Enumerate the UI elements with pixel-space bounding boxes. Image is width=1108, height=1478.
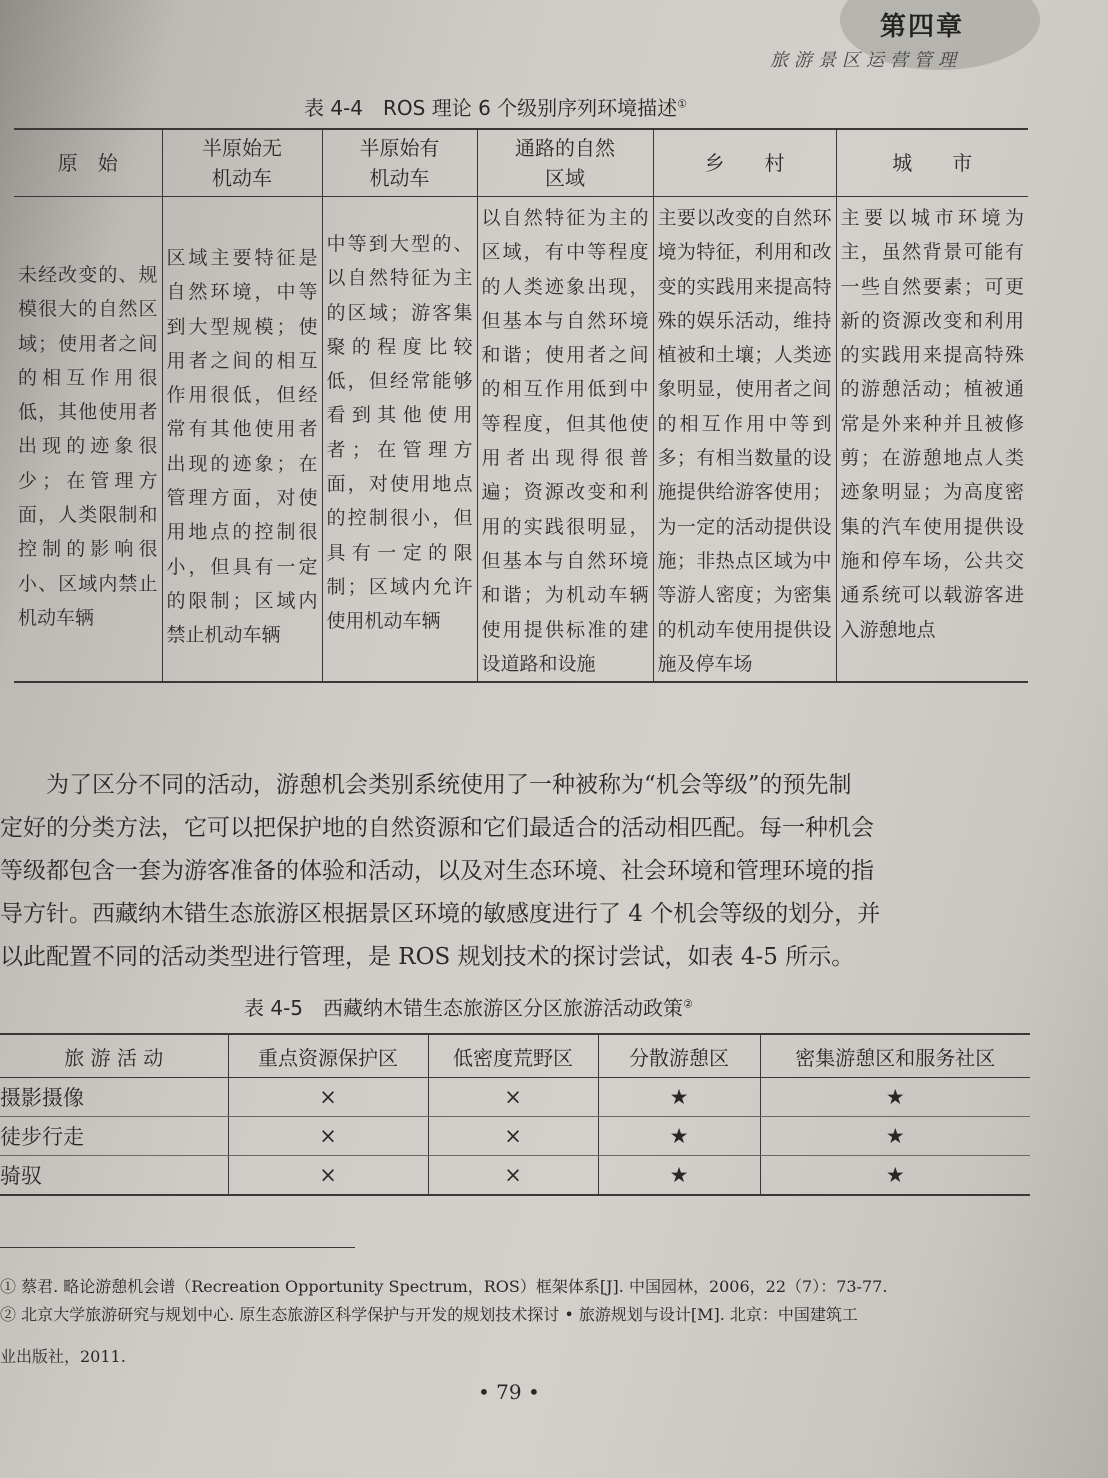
- header-rural: 乡 村: [704, 151, 785, 175]
- table1-header-cell: 半原始有 机动车: [322, 129, 477, 197]
- policy-cell: ★: [760, 1156, 1030, 1196]
- table1-header-row: [14, 129, 1028, 197]
- header-primitive: 原 始: [57, 151, 118, 175]
- table2-header-cell: 重点资源保护区: [228, 1034, 428, 1078]
- table2-header-cell: 密集游憩区和服务社区: [760, 1034, 1030, 1078]
- paragraph-line: 为了区分不同的活动，游憩机会类别系统使用了一种被称为“机会等级”的预先制: [0, 772, 852, 798]
- table1-header-cell: 半原始无 机动车: [162, 129, 322, 197]
- table2-header-cell: 分散游憩区: [598, 1034, 760, 1078]
- policy-cell: ★: [598, 1156, 760, 1196]
- table2-header-cell: 旅 游 活 动: [0, 1034, 228, 1078]
- cell-urban: 主要以城市环境为主，虽然背景可能有一些自然要素；可更新的资源改变和利用的实践用来提高特殊的游憩活动；植被通常是外来种并且被修剪；在游憩地点人类迹象明显；为高度密集的汽车使用提供设施和停车场，公共交通系统可以载游客进入游憩地点: [836, 197, 1028, 683]
- cell-semi-primitive-non-motorized: 区域主要特征是自然环境，中等到大型规模；使用者之间的相互作用很低，但经常有其他使用者出现的迹象；在管理方面，对使用地点的控制很小，但具有一定的限制；区域内禁止机动车辆: [162, 197, 322, 683]
- ros-environment-table: [14, 128, 1028, 683]
- policy-cell: ★: [598, 1117, 760, 1156]
- page-number: • 79 •: [478, 1380, 540, 1404]
- footnote-1: ① 蔡君. 略论游憩机会谱（Recreation Opportunity Spectrum，ROS）框架体系[J]. 中国园林，2006，22（7）：73-77.: [0, 1277, 888, 1296]
- table1-body-row: [14, 197, 1028, 683]
- table-row: [0, 1117, 1030, 1156]
- table-row: [0, 1078, 1030, 1117]
- table2-caption-text: 表 4-5 西藏纳木错生态旅游区分区旅游活动政策: [244, 996, 684, 1020]
- table2-header-row: [0, 1034, 1030, 1078]
- table1-caption-text: 表 4-4 ROS 理论 6 个级别序列环境描述: [304, 96, 678, 120]
- table1-header-cell: [653, 129, 836, 197]
- policy-cell: ×: [428, 1117, 598, 1156]
- table1-header-cell: 通路的自然 区域: [477, 129, 653, 197]
- table1-header-cell: [836, 129, 1028, 197]
- cell-primitive: 未经改变的、规模很大的自然区域；使用者之间的相互作用很低，其他使用者出现的迹象很少；在管理方面，人类限制和控制的影响很小、区域内禁止机动车辆: [18, 264, 158, 629]
- chapter-subtitle: 旅游景区运营管理: [770, 50, 962, 71]
- table1-caption: [304, 92, 687, 121]
- cell-rural: 主要以改变的自然环境为特征，利用和改变的实践用来提高特殊的娱乐活动，维持植被和土壤；人类迹象明显，使用者之间的相互作用中等到多；有相当数量的设施提供给游客使用；为一定的活动提供设施；非热点区域为中等游人密度；为密集的机动车使用提供设施及停车场: [653, 197, 836, 683]
- table1-caption-note: ①: [677, 97, 688, 111]
- chapter-title: 第四章: [880, 12, 965, 42]
- policy-cell: ×: [428, 1078, 598, 1117]
- policy-cell: ★: [760, 1078, 1030, 1117]
- table2-header-cell: 低密度荒野区: [428, 1034, 598, 1078]
- header-urban: 城 市: [892, 151, 973, 175]
- activity-name: 骑驭: [0, 1164, 42, 1188]
- paragraph-line: 导方针。西藏纳木错生态旅游区根据景区环境的敏感度进行了 4 个机会等级的划分，并: [0, 901, 881, 927]
- policy-cell: ×: [228, 1078, 428, 1117]
- table2-caption: [244, 992, 693, 1021]
- table-row: [0, 1156, 1030, 1196]
- paragraph-line: 等级都包含一套为游客准备的体验和活动，以及对生态环境、社会环境和管理环境的指: [0, 858, 874, 884]
- activity-name: 摄影摄像: [0, 1078, 228, 1117]
- policy-cell: ×: [428, 1156, 598, 1196]
- paragraph-line: 以此配置不同的活动类型进行管理，是 ROS 规划技术的探讨尝试，如表 4-5 所示。: [0, 944, 855, 970]
- footnote-2-cont: 业出版社，2011.: [0, 1347, 126, 1366]
- footnote-divider: [0, 1247, 355, 1248]
- policy-cell: ★: [598, 1078, 760, 1117]
- cell-semi-primitive-motorized: 中等到大型的、以自然特征为主的区域；游客集聚的程度比较低，但经常能够看到其他使用者；在管理方面，对使用地点的控制很小，但具有一定的限制；区域内允许使用机动车辆: [322, 197, 477, 683]
- policy-cell: ×: [228, 1156, 428, 1196]
- cell-roaded-natural: 以自然特征为主的区域，有中等程度的人类迹象出现，但基本与自然环境和谐；使用者之间的相互作用低到中等程度，但其他使用者出现得很普遍；资源改变和利用的实践很明显，但基本与自然环境和谐；为机动车辆使用提供标准的建设道路和设施: [477, 197, 653, 683]
- policy-cell: ★: [760, 1117, 1030, 1156]
- paragraph-line: 定好的分类方法，它可以把保护地的自然资源和它们最适合的活动相匹配。每一种机会: [0, 815, 874, 841]
- policy-cell: ×: [228, 1117, 428, 1156]
- activity-name: 徒步行走: [0, 1117, 228, 1156]
- activity-policy-table: [0, 1033, 1030, 1196]
- footnote-2: ② 北京大学旅游研究与规划中心. 原生态旅游区科学保护与开发的规划技术探讨 • 旅游规划与设计[M]. 北京：中国建筑工: [0, 1305, 858, 1324]
- table1-header-cell: [14, 129, 162, 197]
- table2-caption-note: ②: [683, 997, 693, 1011]
- body-paragraph: [0, 764, 1040, 979]
